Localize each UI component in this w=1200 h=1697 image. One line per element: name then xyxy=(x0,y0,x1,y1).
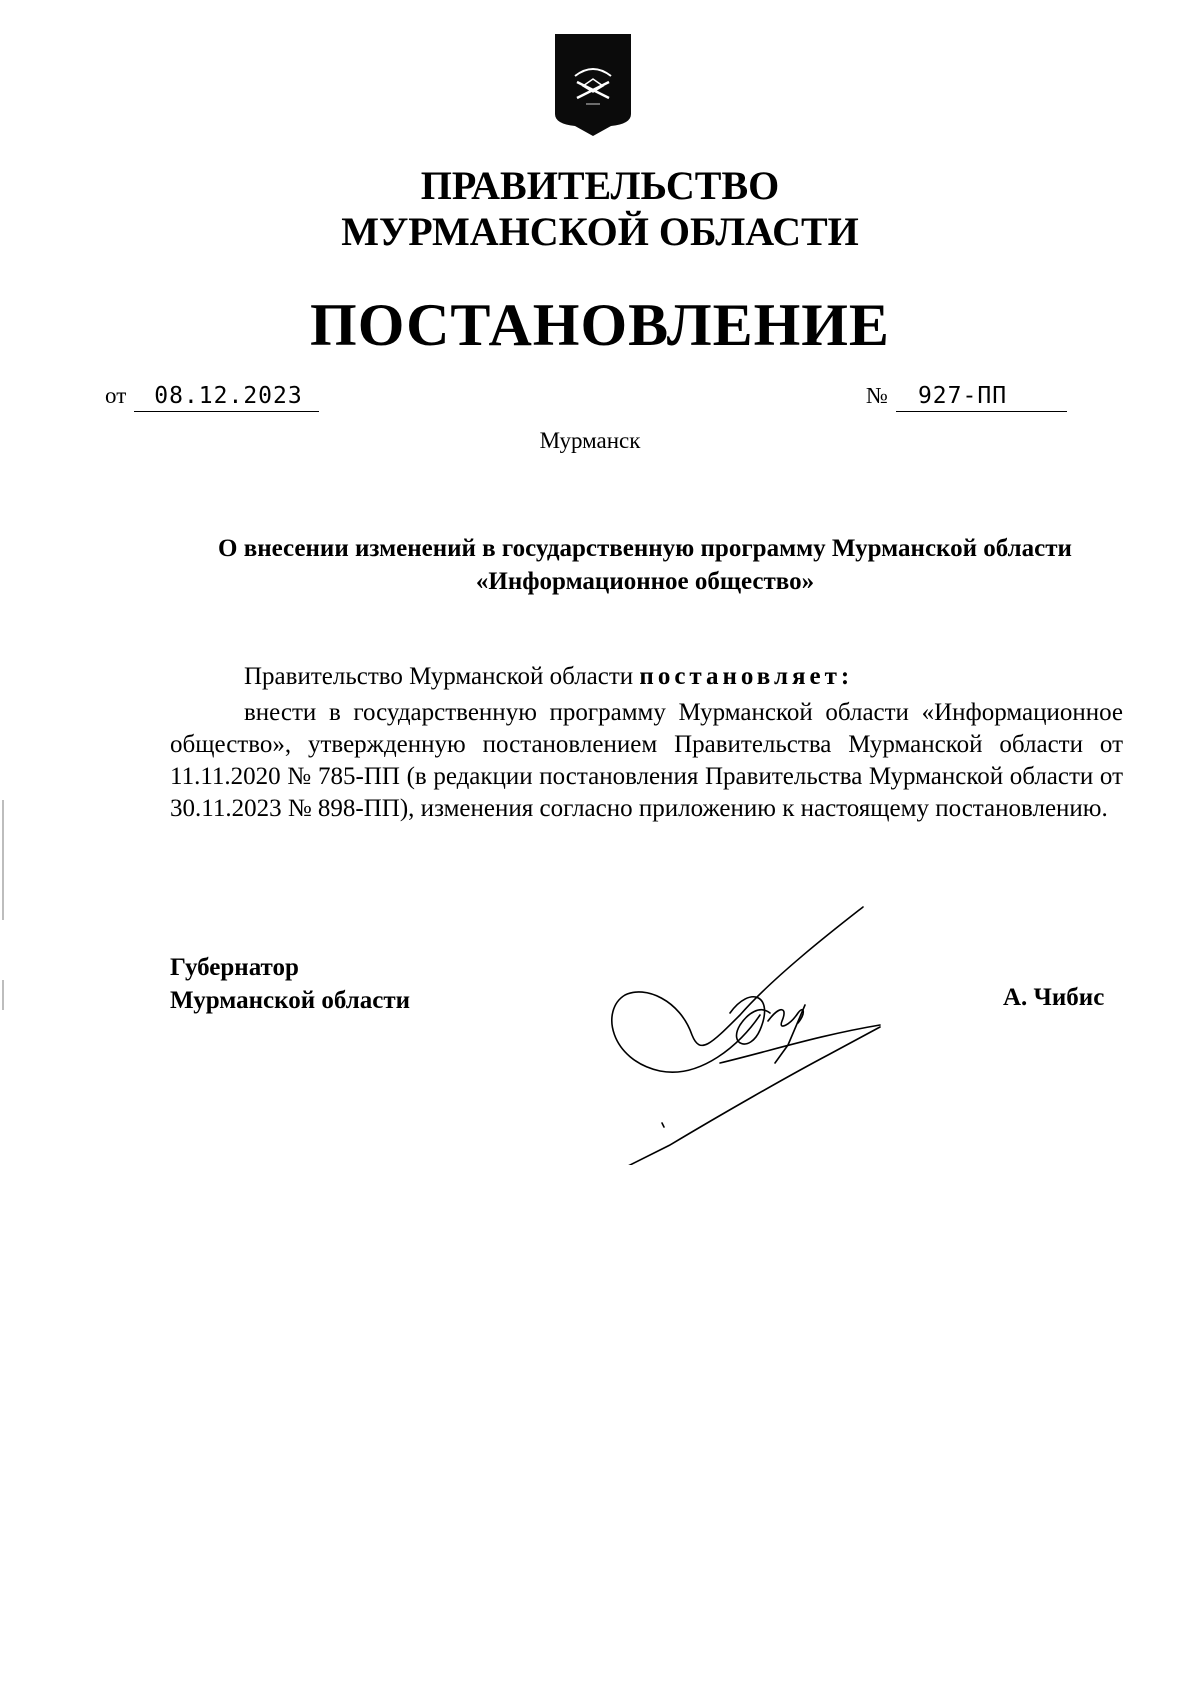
government-title-line2: МУРМАНСКОЙ ОБЛАСТИ xyxy=(341,209,859,254)
number-value: 927-ПП xyxy=(896,383,1067,412)
handwritten-signature xyxy=(600,895,910,1165)
intro-emphasis: постановляет: xyxy=(639,663,854,690)
signatory-position xyxy=(170,951,410,1017)
scan-edge-mark xyxy=(2,980,4,1010)
coat-of-arms-icon xyxy=(553,32,633,138)
signer-name: А. Чибис xyxy=(1003,984,1105,1011)
date-prefix: от xyxy=(105,383,127,408)
document-type-heading: ПОСТАНОВЛЕНИЕ xyxy=(310,292,890,358)
intro-text: Правительство Мурманской области xyxy=(244,663,634,690)
document-subject: О внесении изменений в государственную программу Мурманской области «Информационное общество» xyxy=(218,535,1072,595)
resolution-intro xyxy=(170,661,1123,693)
signatory-position-line2: Мурманской области xyxy=(170,987,411,1014)
date-value: 08.12.2023 xyxy=(134,383,318,412)
number-field xyxy=(866,383,1067,419)
city-name: Мурманск xyxy=(539,428,641,453)
signatory-position-line1: Губернатор xyxy=(170,954,299,981)
number-prefix: № xyxy=(866,383,888,408)
resolution-body: внести в государственную программу Мурманской области «Информационное общество», утвержденную постановлением Правительства Мурманской области от 11.11.2020 № 785-ПП (в редакции постановления Правительства Мурманской области от 30.11.2023 № 898-ПП), изменения согласно приложению к настоящему постановлению. xyxy=(170,699,1123,822)
scan-edge-mark xyxy=(2,800,4,920)
government-title-line1: ПРАВИТЕЛЬСТВО xyxy=(420,163,780,208)
date-field xyxy=(105,383,319,419)
